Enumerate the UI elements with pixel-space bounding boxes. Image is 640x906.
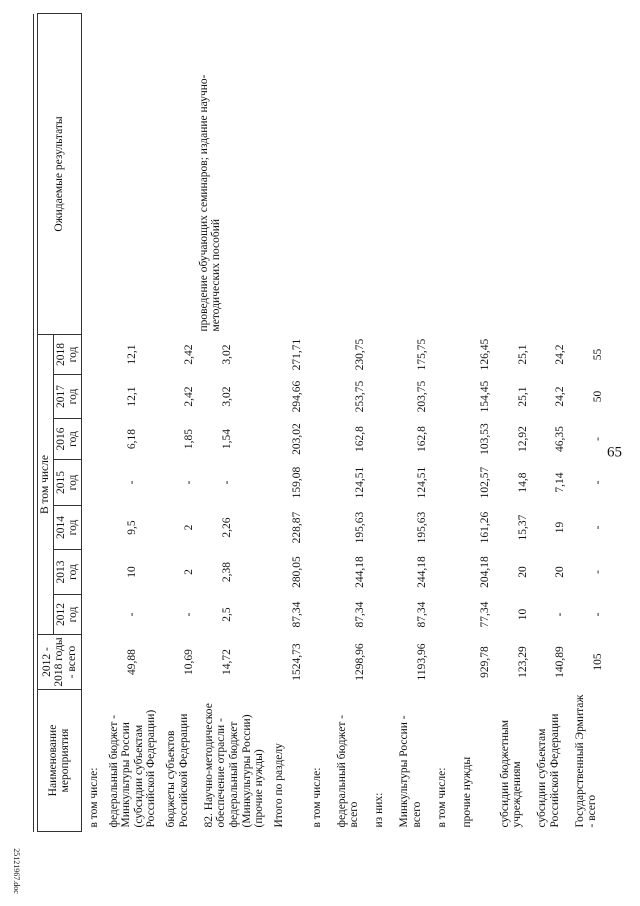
- row-value: 280,05: [290, 556, 303, 588]
- row-value: [367, 550, 392, 595]
- row-value: [305, 635, 330, 690]
- row-value: 14,8: [516, 472, 529, 493]
- row-name: бюджеты субъектов Российской Федерации: [165, 713, 190, 828]
- table-row: [568, 13, 606, 831]
- row-value: -: [591, 612, 604, 617]
- row-value: 3,02: [220, 386, 233, 407]
- row-value: [81, 595, 101, 635]
- row-value: 244,18: [416, 556, 429, 588]
- row-value: [367, 334, 392, 374]
- row-value: 253,75: [353, 380, 366, 413]
- row-name: субсидии субъектам Российской Федерации: [536, 713, 561, 828]
- row-value: 2: [183, 569, 196, 575]
- top-rule: [33, 14, 34, 832]
- header-2015: 2015 год: [53, 460, 81, 506]
- row-value: [305, 419, 330, 460]
- table-row: [330, 13, 368, 831]
- row-value: 87,34: [353, 601, 366, 628]
- row-value: 55: [591, 348, 604, 361]
- row-result: [330, 13, 368, 334]
- header-2013: 2013 год: [53, 550, 81, 595]
- table-body: [81, 13, 605, 831]
- table-row: [305, 13, 330, 831]
- row-value: 87,34: [290, 601, 303, 628]
- row-value: 6,18: [125, 428, 138, 450]
- row-result: [493, 13, 531, 334]
- row-value: [81, 334, 101, 374]
- row-value: [430, 334, 455, 374]
- row-value: 162,8: [416, 426, 429, 452]
- row-result: [430, 13, 455, 334]
- row-value: 294,66: [290, 380, 303, 413]
- row-value: 15,37: [516, 514, 529, 541]
- row-value: 14,72: [220, 649, 233, 675]
- row-name: 82. Научно-методическое обеспечение отрасли - федеральный бюджет (Минкультуры России) (прочие нужды): [202, 703, 266, 828]
- row-result: [81, 13, 101, 334]
- row-value: 10,69: [183, 649, 196, 675]
- table-row: [392, 13, 430, 831]
- row-value: 175,75: [416, 338, 429, 371]
- row-value: 2,38: [220, 561, 233, 583]
- row-result: [392, 13, 430, 334]
- row-value: [430, 595, 455, 635]
- row-value: 124,51: [353, 466, 366, 499]
- row-value: [367, 595, 392, 635]
- row-name: Государственный Эрмитаж - всего: [573, 694, 599, 828]
- row-result: [367, 13, 392, 334]
- row-value: 24,2: [554, 386, 567, 407]
- row-result: проведение обучающих семинаров; издание научно-методических пособий: [197, 74, 223, 332]
- row-value: 25,1: [516, 344, 529, 365]
- header-2017: 2017 год: [53, 375, 81, 419]
- header-total: 2012 - 2018 годы - всего: [38, 635, 82, 690]
- row-name: в том числе:: [310, 767, 323, 828]
- row-value: 195,63: [353, 511, 366, 544]
- row-value: -: [591, 525, 604, 530]
- row-value: [430, 460, 455, 506]
- page-number: 65: [607, 444, 622, 461]
- row-result: [455, 13, 493, 334]
- row-value: 271,71: [290, 338, 303, 371]
- row-value: 25,1: [516, 386, 529, 407]
- row-value: [305, 334, 330, 374]
- row-value: [367, 419, 392, 460]
- doc-id: 25121967.doc: [12, 848, 22, 894]
- row-name: из них:: [373, 792, 386, 828]
- row-value: 20: [516, 566, 529, 578]
- row-name: федеральный бюджет - Минкультуры России (субсидии субъектам Российской Федерации): [107, 709, 158, 828]
- header-2012: 2012 год: [53, 595, 81, 635]
- row-value: -: [554, 612, 567, 617]
- row-result: [267, 13, 305, 334]
- row-value: 12,1: [125, 386, 138, 407]
- row-value: 46,35: [554, 426, 567, 452]
- row-value: 2,5: [220, 607, 233, 622]
- row-value: 77,34: [478, 601, 491, 628]
- row-value: 195,63: [416, 511, 429, 544]
- row-value: [305, 595, 330, 635]
- row-value: [430, 375, 455, 419]
- row-value: [367, 635, 392, 690]
- row-result: [530, 13, 568, 334]
- table-row: [493, 13, 531, 831]
- row-value: [367, 460, 392, 506]
- row-value: 12,92: [516, 426, 529, 452]
- row-value: 126,45: [478, 338, 491, 371]
- row-value: 2: [183, 524, 196, 531]
- row-value: 1298,96: [353, 643, 366, 681]
- row-value: 9,5: [125, 520, 138, 535]
- row-value: -: [591, 570, 604, 574]
- row-value: [305, 550, 330, 595]
- row-value: 19: [554, 521, 567, 534]
- row-value: [305, 460, 330, 506]
- row-value: 10: [516, 608, 529, 621]
- row-value: [81, 506, 101, 550]
- row-value: 159,08: [290, 466, 303, 499]
- row-result: [159, 13, 197, 334]
- row-value: [81, 419, 101, 460]
- header-2018: 2018 год: [53, 334, 81, 374]
- row-value: 204,18: [478, 556, 491, 588]
- row-value: 230,75: [353, 338, 366, 371]
- row-value: 1193,96: [416, 643, 429, 681]
- row-value: 929,78: [478, 646, 491, 678]
- table-row: [102, 13, 160, 831]
- row-value: 24,2: [554, 344, 567, 365]
- header-results: Ожидаемые результаты: [38, 13, 82, 334]
- header-name: Наименование мероприятия: [38, 690, 82, 832]
- table-row: [430, 13, 455, 831]
- row-value: -: [125, 480, 138, 485]
- row-value: 161,26: [478, 511, 491, 544]
- row-value: 2,42: [183, 386, 196, 407]
- row-value: [430, 550, 455, 595]
- row-value: -: [183, 612, 196, 617]
- row-result: [102, 13, 160, 334]
- row-name: федеральный бюджет - всего: [335, 714, 361, 828]
- row-value: 140,89: [554, 646, 567, 678]
- row-value: [81, 635, 101, 690]
- row-name: в том числе:: [435, 767, 448, 828]
- row-value: 2,42: [183, 344, 196, 365]
- row-value: 87,34: [416, 601, 429, 628]
- row-result: [568, 13, 606, 334]
- row-value: 102,57: [478, 466, 491, 499]
- table-row: [267, 13, 305, 831]
- row-value: 244,18: [353, 556, 366, 588]
- row-value: 105: [591, 653, 604, 671]
- row-value: [430, 635, 455, 690]
- row-value: [305, 375, 330, 419]
- row-value: 3,02: [220, 344, 233, 365]
- table-row: [81, 13, 101, 831]
- row-value: 49,88: [125, 649, 138, 675]
- row-value: 124,51: [416, 466, 429, 499]
- row-value: 7,14: [554, 472, 567, 493]
- row-value: [430, 506, 455, 550]
- row-value: [367, 506, 392, 550]
- header-2016: 2016 год: [53, 419, 81, 460]
- row-name: Минкультуры России - всего: [398, 715, 423, 828]
- row-value: 1,85: [183, 428, 196, 450]
- row-value: -: [591, 480, 604, 485]
- row-value: -: [183, 480, 196, 485]
- table-row: [197, 13, 267, 831]
- row-value: [367, 375, 392, 419]
- budget-table: [37, 13, 605, 832]
- row-name: Итого по разделу: [272, 743, 285, 828]
- row-value: 228,87: [290, 511, 303, 544]
- table-row: [159, 13, 197, 831]
- row-value: 154,45: [478, 380, 491, 413]
- row-value: 10: [125, 566, 138, 578]
- row-value: [81, 460, 101, 506]
- row-value: -: [591, 437, 604, 441]
- row-value: 1524,73: [290, 643, 303, 681]
- row-result: [305, 13, 330, 334]
- row-value: 123,29: [516, 646, 529, 678]
- row-name: в том числе:: [87, 767, 100, 828]
- row-value: [81, 375, 101, 419]
- row-value: 2,26: [220, 517, 233, 538]
- row-value: 12,1: [125, 344, 138, 365]
- row-value: [305, 506, 330, 550]
- row-name: прочие нужды: [460, 756, 473, 828]
- table-row: [455, 13, 493, 831]
- row-value: 203,02: [290, 423, 303, 455]
- row-value: 103,53: [478, 423, 491, 455]
- row-value: 20: [554, 566, 567, 578]
- row-value: -: [125, 612, 138, 617]
- row-value: 1,54: [220, 428, 233, 450]
- row-value: 203,75: [416, 380, 429, 413]
- table-row: [530, 13, 568, 831]
- row-value: 50: [591, 390, 604, 403]
- table-row: [367, 13, 392, 831]
- row-name: субсидии бюджетным учреждениям: [498, 720, 524, 828]
- row-value: [81, 550, 101, 595]
- row-value: [430, 419, 455, 460]
- row-value: -: [220, 480, 233, 485]
- row-value: 162,8: [353, 426, 366, 452]
- header-2014: 2014 год: [53, 506, 81, 550]
- header-incl: В том числе: [38, 334, 54, 634]
